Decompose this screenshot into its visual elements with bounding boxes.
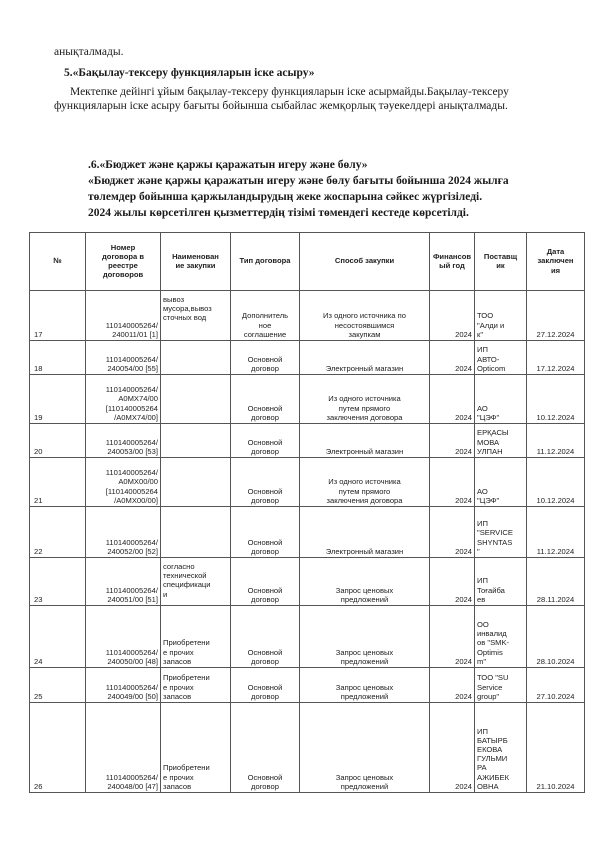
header-contract-type: Тип договора bbox=[231, 233, 300, 291]
cell-purchase-name bbox=[161, 458, 231, 507]
cell-contract-type: Основной договор bbox=[231, 507, 300, 558]
cell-purchase-method: Из одного источника путем прямого заключения договора bbox=[300, 458, 430, 507]
cell-purchase-name bbox=[161, 424, 231, 458]
cell-number: 19 bbox=[30, 375, 86, 424]
cell-conclusion-date: 17.12.2024 bbox=[527, 341, 585, 375]
cell-purchase-method: Запрос ценовых предложений bbox=[300, 668, 430, 703]
cell-contract-number: 110140005264/ 240051/00 [51] bbox=[86, 558, 161, 606]
cell-purchase-method: Электронный магазин bbox=[300, 424, 430, 458]
cell-supplier: ТОО "Алди и к" bbox=[475, 291, 527, 341]
cell-contract-number: 110140005264/ 240050/00 [48] bbox=[86, 606, 161, 668]
cell-contract-type: Основной договор bbox=[231, 341, 300, 375]
cell-conclusion-date: 11.12.2024 bbox=[527, 424, 585, 458]
cell-number: 23 bbox=[30, 558, 86, 606]
cell-contract-type: Дополнитель ное соглашение bbox=[231, 291, 300, 341]
cell-purchase-method: Запрос ценовых предложений bbox=[300, 703, 430, 793]
cell-number: 22 bbox=[30, 507, 86, 558]
section-5-heading: 5.«Бақылау-тексеру функцияларын іске асыру» bbox=[64, 67, 315, 79]
cell-supplier: ИП АВТО- Opticom bbox=[475, 341, 527, 375]
cell-number: 24 bbox=[30, 606, 86, 668]
cell-purchase-name: согласно технической спецификаци и bbox=[161, 558, 231, 606]
cell-conclusion-date: 27.12.2024 bbox=[527, 291, 585, 341]
section-6-heading: .6.«Бюджет және қаржы қаражатын игеру және бөлу» bbox=[88, 159, 368, 171]
cell-supplier: ИП "SERVICE SHYNTAS " bbox=[475, 507, 527, 558]
cell-contract-number: 110140005264/ A0MX74/00 [110140005264 /A0MX74/00] bbox=[86, 375, 161, 424]
cell-number: 26 bbox=[30, 703, 86, 793]
cell-purchase-name bbox=[161, 341, 231, 375]
cell-purchase-method: Из одного источника по несостоявшимся закупкам bbox=[300, 291, 430, 341]
section-6-line-3: 2024 жылы көрсетілген қызметтердің тізімі төмендегі кестеде көрсетілді. bbox=[88, 207, 469, 219]
table-row bbox=[30, 375, 585, 424]
table-row bbox=[30, 458, 585, 507]
cell-contract-number: 110140005264/ 240048/00 [47] bbox=[86, 703, 161, 793]
cell-contract-type: Основной договор bbox=[231, 606, 300, 668]
cell-purchase-method: Запрос ценовых предложений bbox=[300, 558, 430, 606]
cell-fiscal-year: 2024 bbox=[430, 507, 475, 558]
cell-purchase-method: Электронный магазин bbox=[300, 507, 430, 558]
table-row bbox=[30, 558, 585, 606]
cell-conclusion-date: 27.10.2024 bbox=[527, 668, 585, 703]
header-contract-number: Номер договора в реестре договоров bbox=[86, 233, 161, 291]
cell-conclusion-date: 28.11.2024 bbox=[527, 558, 585, 606]
cell-conclusion-date: 10.12.2024 bbox=[527, 458, 585, 507]
cell-conclusion-date: 11.12.2024 bbox=[527, 507, 585, 558]
table-row bbox=[30, 668, 585, 703]
cell-contract-type: Основной договор bbox=[231, 458, 300, 507]
cell-conclusion-date: 21.10.2024 bbox=[527, 703, 585, 793]
table-row bbox=[30, 341, 585, 375]
section-5-paragraph-line-1: Мектепке дейінгі ұйым бақылау-тексеру функцияларын іске асырмайды.Бақылау-тексеру bbox=[70, 86, 509, 98]
header-supplier: Поставщ ик bbox=[475, 233, 527, 291]
cell-conclusion-date: 28.10.2024 bbox=[527, 606, 585, 668]
cell-supplier: ЕРҚАСЫ МОВА УЛПАН bbox=[475, 424, 527, 458]
header-purchase-name: Наименован ие закупки bbox=[161, 233, 231, 291]
cell-fiscal-year: 2024 bbox=[430, 558, 475, 606]
table-row bbox=[30, 424, 585, 458]
table-row bbox=[30, 703, 585, 793]
cell-contract-type: Основной договор bbox=[231, 703, 300, 793]
cell-number: 21 bbox=[30, 458, 86, 507]
cell-purchase-name: вывоз мусора,вывоз сточных вод bbox=[161, 291, 231, 341]
section-5-paragraph-line-2: функцияларын іске асыру бағыты бойынша сыбайлас жемқорлық тәуекелдері анықталмады. bbox=[54, 100, 508, 112]
table-row bbox=[30, 606, 585, 668]
cell-contract-number: 110140005264/ 240053/00 [53] bbox=[86, 424, 161, 458]
cell-contract-type: Основной договор bbox=[231, 558, 300, 606]
cell-contract-number: 110140005264/ 240052/00 [52] bbox=[86, 507, 161, 558]
table-row bbox=[30, 291, 585, 341]
header-conclusion-date: Дата заключен ия bbox=[527, 233, 585, 291]
cell-contract-number: 110140005264/ A0MX00/00 [110140005264 /A0MX00/00] bbox=[86, 458, 161, 507]
cell-supplier: ОО инвалид ов "SMK- Optimis m" bbox=[475, 606, 527, 668]
cell-fiscal-year: 2024 bbox=[430, 606, 475, 668]
cell-fiscal-year: 2024 bbox=[430, 703, 475, 793]
cell-supplier: АО "ЦЭФ" bbox=[475, 458, 527, 507]
cell-purchase-method: Электронный магазин bbox=[300, 341, 430, 375]
cell-fiscal-year: 2024 bbox=[430, 375, 475, 424]
section-6-line-1: «Бюджет және қаржы қаражатын игеру және бөлу бағыты бойынша 2024 жылға bbox=[88, 175, 509, 187]
cell-contract-type: Основной договор bbox=[231, 424, 300, 458]
cell-conclusion-date: 10.12.2024 bbox=[527, 375, 585, 424]
cell-contract-number: 110140005264/ 240054/00 [55] bbox=[86, 341, 161, 375]
cell-purchase-name: Приобретени е прочих запасов bbox=[161, 606, 231, 668]
cell-purchase-name bbox=[161, 507, 231, 558]
cell-number: 18 bbox=[30, 341, 86, 375]
header-purchase-method: Способ закупки bbox=[300, 233, 430, 291]
contracts-table bbox=[29, 232, 585, 793]
cell-purchase-method: Из одного источника путем прямого заключения договора bbox=[300, 375, 430, 424]
cell-number: 17 bbox=[30, 291, 86, 341]
cell-fiscal-year: 2024 bbox=[430, 458, 475, 507]
cell-contract-number: 110140005264/ 240011/01 [1] bbox=[86, 291, 161, 341]
cell-purchase-name bbox=[161, 375, 231, 424]
cell-purchase-name: Приобретени е прочих запасов bbox=[161, 703, 231, 793]
cell-purchase-method: Запрос ценовых предложений bbox=[300, 606, 430, 668]
cell-contract-type: Основной договор bbox=[231, 668, 300, 703]
cell-supplier: ТОО "SU Service group" bbox=[475, 668, 527, 703]
cell-contract-type: Основной договор bbox=[231, 375, 300, 424]
cell-number: 20 bbox=[30, 424, 86, 458]
cell-fiscal-year: 2024 bbox=[430, 341, 475, 375]
table-header-row bbox=[30, 233, 585, 291]
section-6-line-2: төлемдер бойынша қаржыландырудың жеке жоспарына сәйкес жүргізіледі. bbox=[88, 191, 483, 203]
cell-fiscal-year: 2024 bbox=[430, 424, 475, 458]
cell-supplier: ИП БАТЫРБ ЕКОВА ГУЛЬМИ РА АЖИБЕК ОВНА bbox=[475, 703, 527, 793]
cell-supplier: ИП Тоғайба ев bbox=[475, 558, 527, 606]
cell-supplier: АО "ЦЭФ" bbox=[475, 375, 527, 424]
cell-purchase-name: Приобретени е прочих запасов bbox=[161, 668, 231, 703]
continuation-text: анықталмады. bbox=[54, 46, 124, 58]
cell-fiscal-year: 2024 bbox=[430, 291, 475, 341]
cell-number: 25 bbox=[30, 668, 86, 703]
header-fiscal-year: Финансов ый год bbox=[430, 233, 475, 291]
header-number: № bbox=[30, 233, 86, 291]
cell-contract-number: 110140005264/ 240049/00 [50] bbox=[86, 668, 161, 703]
table-row bbox=[30, 507, 585, 558]
cell-fiscal-year: 2024 bbox=[430, 668, 475, 703]
